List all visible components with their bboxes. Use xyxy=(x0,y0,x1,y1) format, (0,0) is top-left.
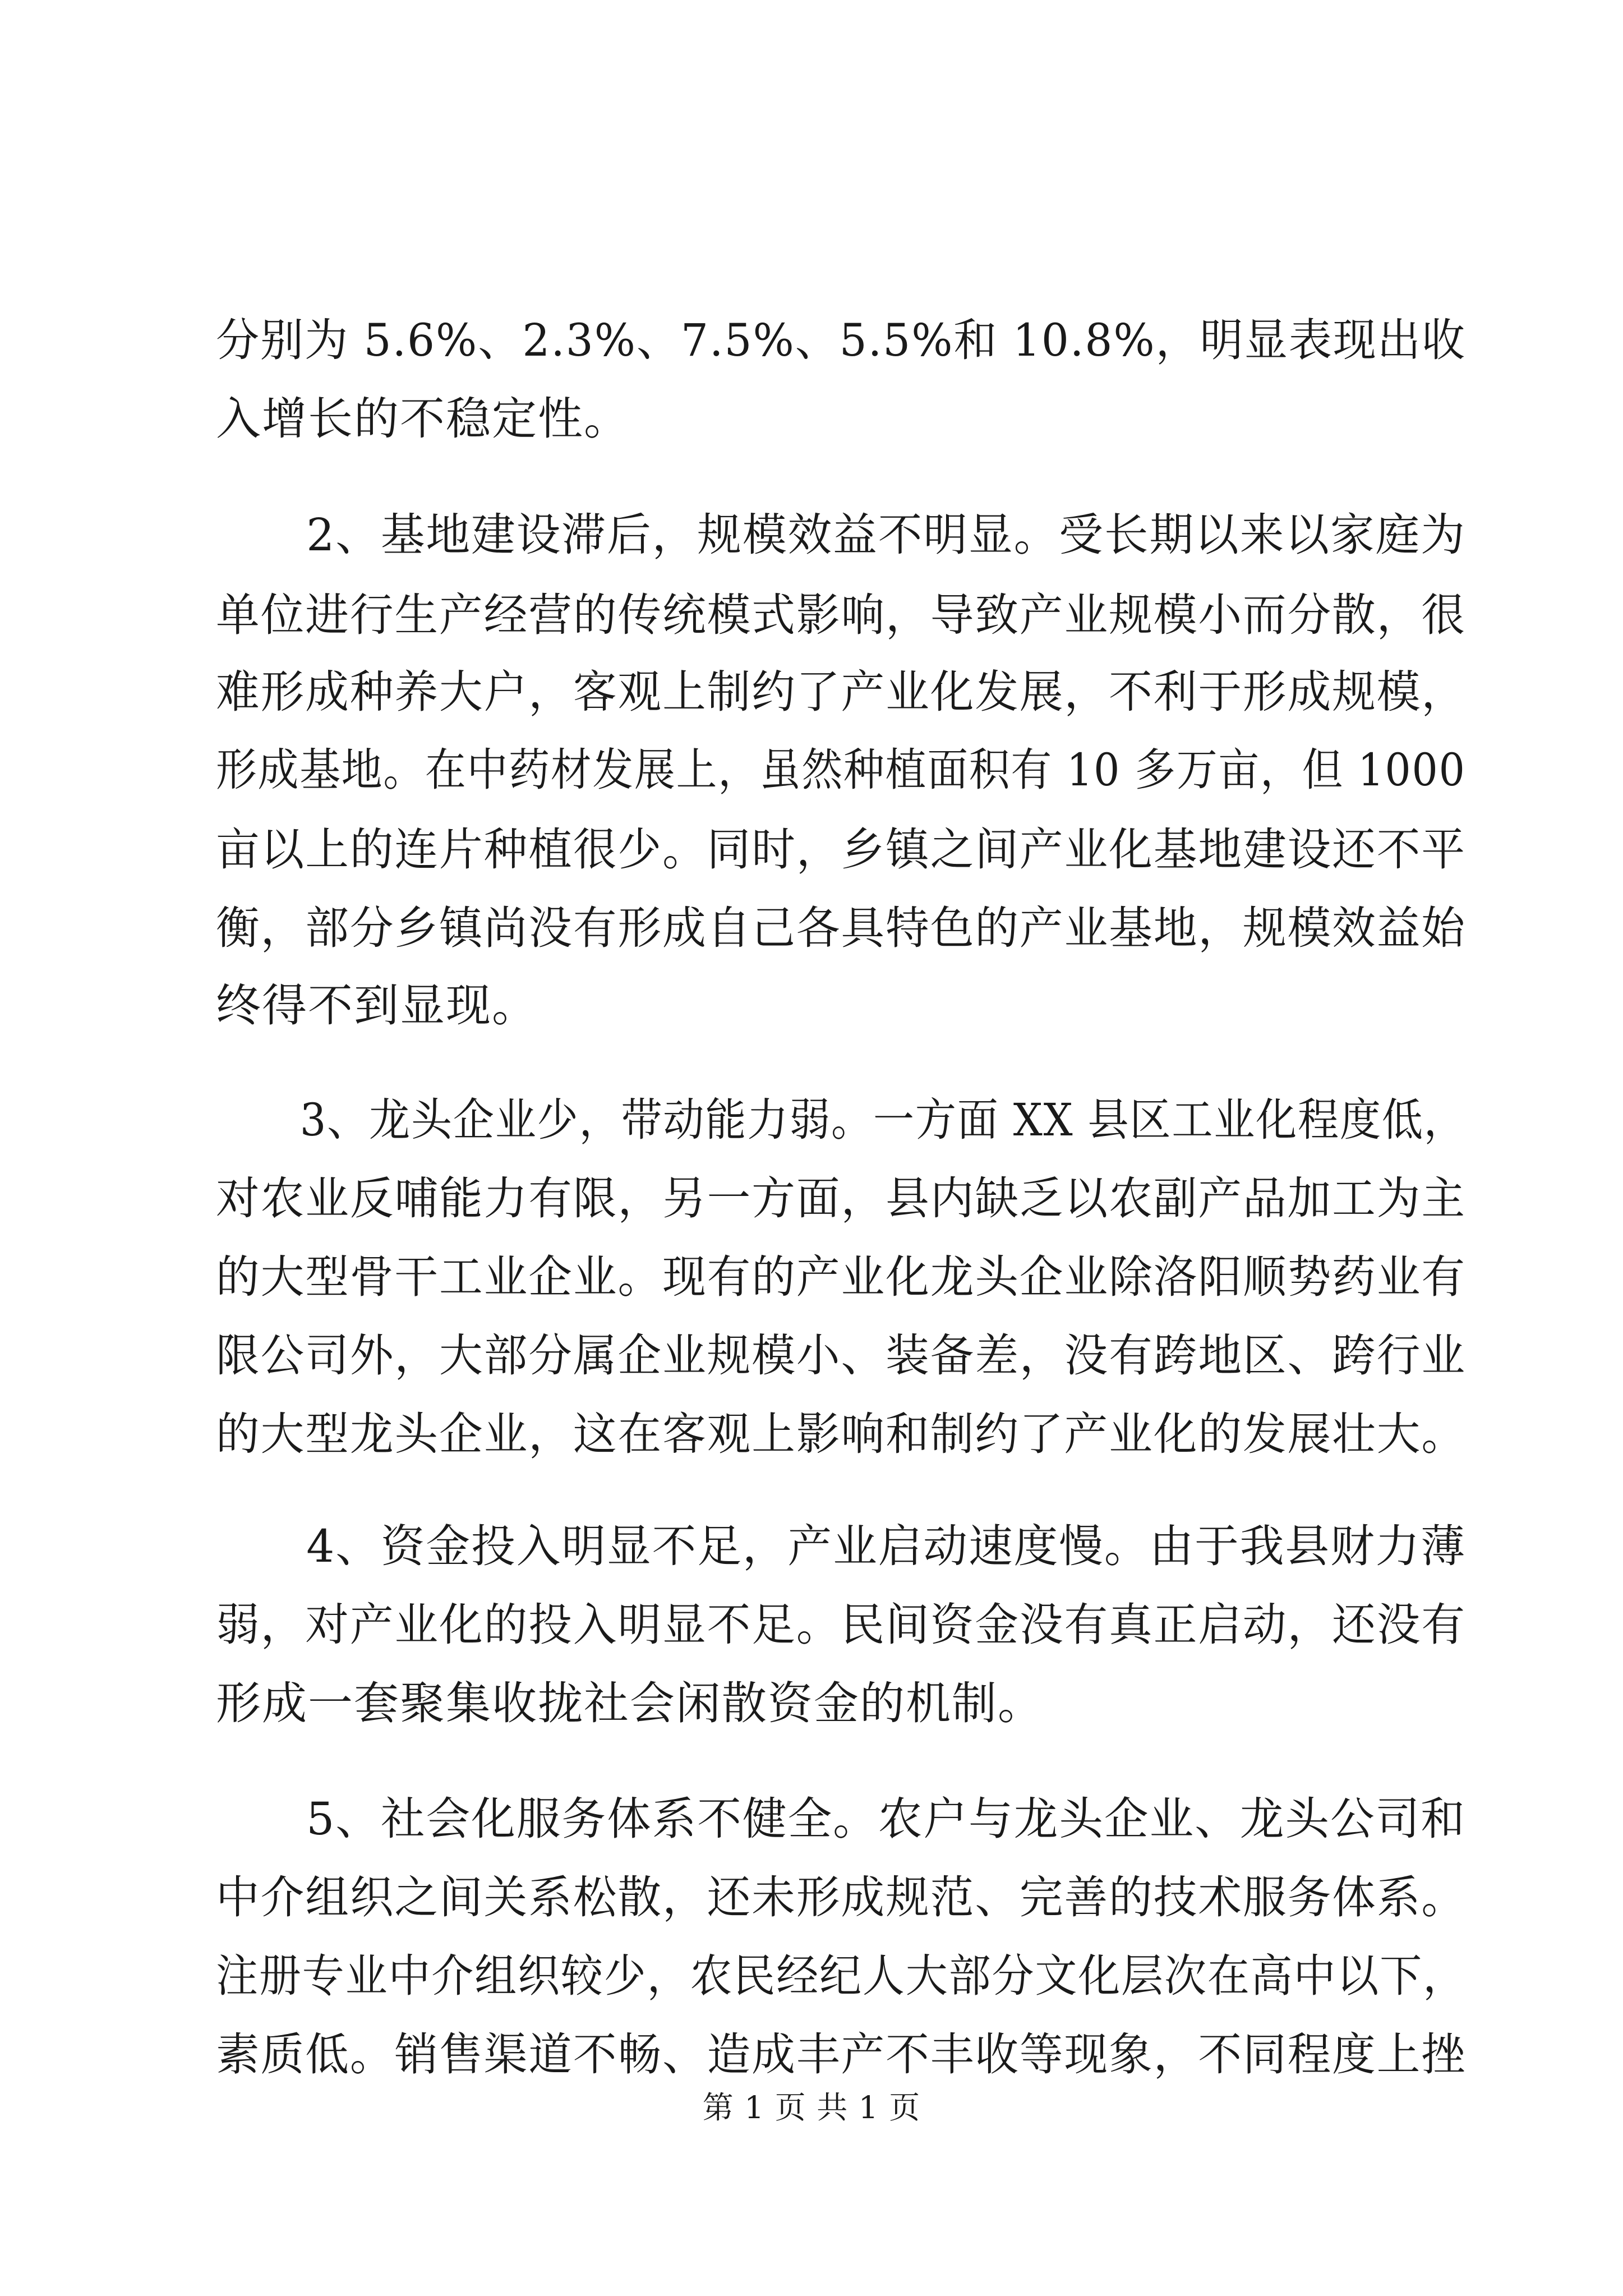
text-line: 的大型骨干工业企业。现有的产业化龙头企业除洛阳顺势药业有 xyxy=(216,1251,1466,1303)
text-line: 衡，部分乡镇尚没有形成自己各具特色的产业基地，规模效益始 xyxy=(216,902,1466,954)
text-line: 的大型龙头企业，这在客观上影响和制约了产业化的发展壮大。 xyxy=(216,1408,1466,1460)
text-line: 亩以上的连片种植很少。同时，乡镇之间产业化基地建设还不平 xyxy=(216,823,1466,876)
page-footer: 第 1 页 共 1 页 xyxy=(702,2090,921,2125)
text-line: 形成一套聚集收拢社会闲散资金的机制。 xyxy=(216,1677,1044,1729)
text-line: 2、基地建设滞后，规模效益不明显。受长期以来以家庭为 xyxy=(216,509,1466,561)
text-line: 4、资金投入明显不足，产业启动速度慢。由于我县财力薄 xyxy=(216,1520,1466,1572)
text-line: 分别为 5.6%、2.3%、7.5%、5.5%和 10.8%，明显表现出收 xyxy=(216,314,1466,366)
text-line: 弱，对产业化的投入明显不足。民间资金没有真正启动，还没有 xyxy=(216,1599,1466,1651)
text-line: 注册专业中介组织较少，农民经纪人大部分文化层次在高中以下， xyxy=(216,1950,1466,2002)
text-line: 难形成种养大户，客观上制约了产业化发展，不利于形成规模， xyxy=(216,666,1466,718)
text-line: 素质低。销售渠道不畅、造成丰产不丰收等现象，不同程度上挫 xyxy=(216,2028,1466,2081)
text-line: 3、龙头企业少，带动能力弱。一方面 XX 县区工业化程度低， xyxy=(216,1094,1466,1146)
text-line: 中介组织之间关系松散，还未形成规范、完善的技术服务体系。 xyxy=(216,1871,1466,1924)
text-line: 入增长的不稳定性。 xyxy=(216,393,630,445)
text-line: 形成基地。在中药材发展上，虽然种植面积有 10 多万亩，但 1000 xyxy=(216,744,1466,796)
text-line: 对农业反哺能力有限，另一方面，县内缺乏以农副产品加工为主 xyxy=(216,1172,1466,1225)
text-line: 终得不到显现。 xyxy=(216,979,538,1032)
text-line: 单位进行生产经营的传统模式影响，导致产业规模小而分散，很 xyxy=(216,589,1466,641)
text-line: 限公司外，大部分属企业规模小、装备差，没有跨地区、跨行业 xyxy=(216,1329,1466,1382)
text-line: 5、社会化服务体系不健全。农户与龙头企业、龙头公司和 xyxy=(216,1793,1466,1845)
